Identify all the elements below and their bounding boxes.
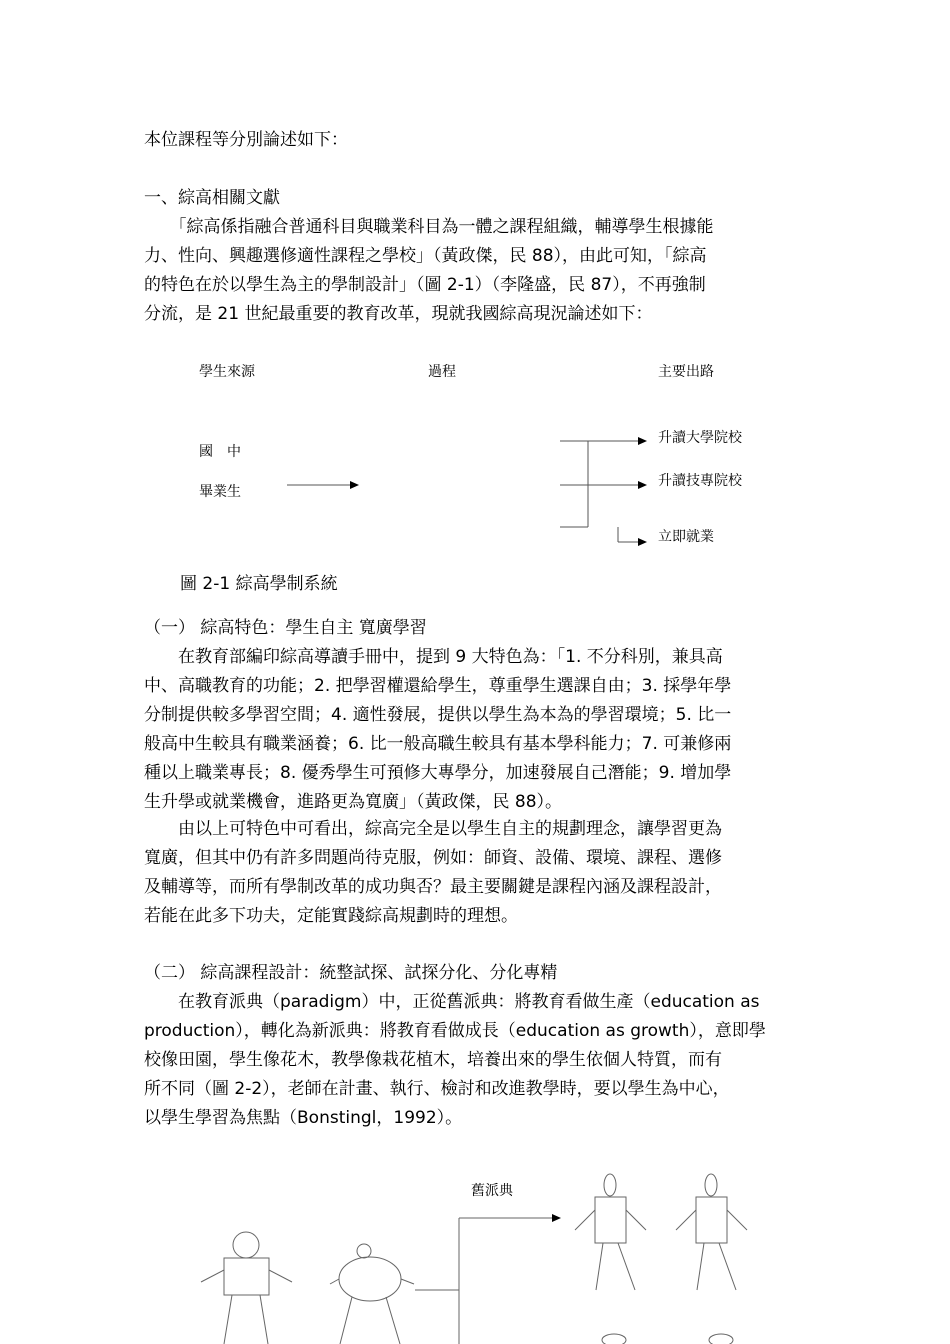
paragraph-line: 力、性向、興趣選修適性課程之學校」（黃政傑，民 88），由此可知，「綜高 [144,246,707,266]
section-heading: 一、綜高相關文獻 [144,188,280,208]
paragraph-line: 種以上職業專長；8. 優秀學生可預修大專學分，加速發展自己潛能；9. 增加學 [144,763,732,783]
subsection-heading: （一） 綜高特色：學生自主 寬廣學習 [144,618,427,638]
source-label-line2: 畢業生 [199,484,241,500]
outlet-employment: 立即就業 [658,529,714,545]
paragraph-line: 中、高職教育的功能；2. 把學習權還給學生，尊重學生選課自由；3. 採學年學 [144,676,732,696]
paragraph-line: 分流，是 21 世紀最重要的教育改革，現就我國綜高現況論述如下： [144,304,653,324]
column-label-outlet: 主要出路 [658,364,714,380]
paragraph-line: 及輔導等，而所有學制改革的成功與否？最主要關鍵是課程內涵及課程設計， [144,877,722,897]
column-label-source: 學生來源 [199,364,255,380]
paragraph-line: 「綜高係指融合普通科目與職業科目為一體之課程組織，輔導學生根據能 [144,217,714,237]
label-old-paradigm: 舊派典 [471,1183,513,1199]
source-label-line1: 國 中 [199,444,241,460]
column-label-process: 過程 [428,364,456,380]
paragraph-line: 在教育派典（paradigm）中，正從舊派典：將教育看做生產（education as [144,992,760,1012]
figure-caption: 圖 2-1 綜高學制系統 [180,574,338,594]
paragraph-line: 分制提供較多學習空間；4. 適性發展，提供以學生為本為的學習環境；5. 比一 [144,705,732,725]
paragraph-line: 所不同（圖 2-2），老師在計畫、執行、檢討和改進教學時，要以學生為中心， [144,1079,730,1099]
paragraph-line: 寬廣，但其中仍有許多問題尚待克服，例如：師資、設備、環境、課程、選修 [144,848,722,868]
paragraph-line: 生升學或就業機會，進路更為寬廣」（黃政傑，民 88）。 [144,792,563,812]
paragraph-line: 校像田園，學生像花木，教學像栽花植木，培養出來的學生依個人特質，而有 [144,1050,722,1070]
outlet-technical-college: 升讀技專院校 [658,473,742,489]
paragraph-line: 若能在此多下功夫，定能實踐綜高規劃時的理想。 [144,906,518,926]
intro-line: 本位課程等分別論述如下： [144,130,348,150]
paragraph-line: 以學生學習為焦點（Bonstingl，1992）。 [144,1108,463,1128]
paragraph-line: 般高中生較具有職業涵養；6. 比一般高職生較具有基本學科能力；7. 可兼修兩 [144,734,732,754]
subsection-heading: （二） 綜高課程設計：統整試探、試探分化、分化專精 [144,963,558,983]
paragraph-line: production），轉化為新派典：將教育看做成長（education as growth），意即學 [144,1021,766,1041]
paragraph-line: 在教育部編印綜高導讀手冊中，提到 9 大特色為：「1. 不分科別，兼具高 [144,647,723,667]
outlet-university: 升讀大學院校 [658,430,742,446]
paragraph-line: 由以上可特色中可看出，綜高完全是以學生自主的規劃理念，讓學習更為 [144,819,722,839]
paragraph-line: 的特色在於以學生為主的學制設計」（圖 2-1）（李隆盛，民 87），不再強制 [144,275,706,295]
